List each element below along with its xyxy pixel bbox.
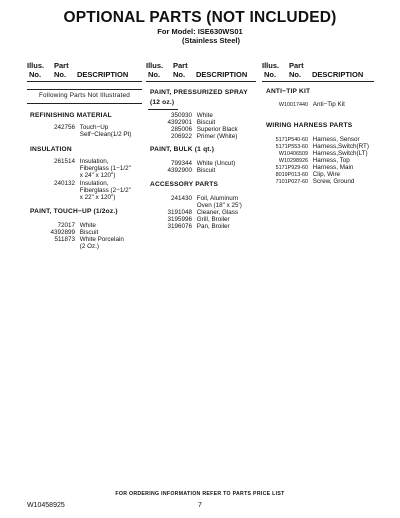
section-paint-spray-title xyxy=(150,88,248,108)
header-illus-no: No. xyxy=(264,69,277,79)
part-description: Biscuit xyxy=(79,229,99,236)
header-illus: Illus. xyxy=(146,61,164,70)
section-title-line: (12 oz.) xyxy=(150,99,175,106)
header-rule-1 xyxy=(27,81,142,82)
part-number: 240132 xyxy=(53,180,75,187)
part-number: 3195996 xyxy=(167,216,192,223)
column-2-header xyxy=(146,62,256,80)
not-illustrated-note: Following Parts Not Illustrated xyxy=(38,92,131,99)
description-line: White Porcelain xyxy=(79,236,124,243)
page-title: OPTIONAL PARTS (NOT INCLUDED) xyxy=(63,9,337,26)
description-line: Oven (18" x 25') xyxy=(196,202,242,210)
part-number: 350930 xyxy=(170,112,192,119)
list-item xyxy=(150,167,215,174)
part-number: 206922 xyxy=(170,133,192,140)
finish-line: (Stainless Steel) xyxy=(182,36,240,45)
column-1-header xyxy=(27,62,141,80)
part-number: W10406509 xyxy=(278,151,308,157)
section-accessory-title: ACCESSORY PARTS xyxy=(150,181,219,188)
part-number: 4392900 xyxy=(167,167,192,174)
list-item xyxy=(30,180,131,202)
part-number: 3191048 xyxy=(167,209,192,216)
part-description: Harness,Switch(RT) xyxy=(312,143,369,150)
header-part-no: No. xyxy=(289,69,302,79)
header-description: DESCRIPTION xyxy=(312,69,364,79)
description-line: (2 Oz.) xyxy=(79,243,99,251)
list-item xyxy=(150,195,242,209)
section-underline xyxy=(148,109,178,110)
list-item xyxy=(264,101,345,109)
column-2 xyxy=(146,62,256,80)
model-line: For Model: ISE630WS01 xyxy=(157,27,243,36)
part-number: 4392899 xyxy=(50,229,75,236)
description-line: Insulation, xyxy=(79,180,109,187)
part-number: 511873 xyxy=(54,236,75,243)
description-line: Fiberglass (2−1/2" xyxy=(79,187,131,195)
header-illus: Illus. xyxy=(262,61,280,70)
part-description: White (Uncut) xyxy=(196,160,236,167)
part-description: Harness, Sensor xyxy=(312,136,360,143)
part-description: Cleaner, Glass xyxy=(196,209,239,216)
part-description: White xyxy=(196,112,213,119)
part-number: 5171P553-60 xyxy=(275,144,308,150)
part-number: 72017 xyxy=(57,222,75,229)
part-number: W10298926 xyxy=(278,158,308,164)
part-number: 4392901 xyxy=(167,119,192,126)
part-description: Primer (White) xyxy=(196,133,238,140)
column-3 xyxy=(262,62,374,80)
description-line: Touch−Up xyxy=(79,124,109,131)
section-paint-touchup-title: PAINT, TOUCH−UP (1/2oz.) xyxy=(30,208,118,215)
section-antitip-title: ANTI−TIP KIT xyxy=(266,88,311,95)
column-1 xyxy=(27,62,141,80)
section-wiring-title: WIRING HARNESS PARTS xyxy=(266,122,353,129)
header-description: DESCRIPTION xyxy=(196,69,248,79)
part-description: Biscuit xyxy=(196,119,216,126)
list-item xyxy=(30,124,131,138)
description-line: x 24" x 120") xyxy=(79,172,116,180)
section-insulation-title: INSULATION xyxy=(30,146,72,153)
description-line: Insulation, xyxy=(79,158,109,165)
part-number: 242756 xyxy=(53,124,75,131)
description-line: Foil, Aluminum xyxy=(196,195,239,202)
part-number: 285006 xyxy=(170,126,192,133)
document-number: W10458925 xyxy=(27,502,65,509)
header-illus-no: No. xyxy=(148,69,161,79)
page-number: 7 xyxy=(198,502,202,509)
model-info xyxy=(0,27,400,45)
part-description: White xyxy=(79,222,96,229)
part-description: Clip, Wire xyxy=(312,171,341,178)
header-part-no: No. xyxy=(54,69,67,79)
part-description: Harness,Switch(LT) xyxy=(312,150,368,157)
list-item xyxy=(264,178,354,186)
part-description xyxy=(80,236,124,250)
part-description: Harness, Top xyxy=(312,157,350,164)
header-illus-no: No. xyxy=(29,69,42,79)
header-part-no: No. xyxy=(173,69,186,79)
part-number: 5171P540-60 xyxy=(275,137,308,143)
part-description: Superior Black xyxy=(196,126,238,133)
part-description xyxy=(80,124,132,138)
section-title-line: PAINT, PRESSURIZED SPRAY xyxy=(150,89,248,96)
header-rule-2 xyxy=(146,81,256,82)
part-description xyxy=(80,158,131,180)
note-rule-bottom xyxy=(27,103,142,104)
section-paint-bulk-title: PAINT, BULK (1 qt.) xyxy=(150,146,215,153)
part-description: Grill, Broiler xyxy=(196,216,230,223)
part-description: Screw, Ground xyxy=(312,178,355,185)
part-number: 261514 xyxy=(53,158,75,165)
header-rule-3 xyxy=(262,81,374,82)
part-description: Biscuit xyxy=(196,167,216,174)
part-number: 799344 xyxy=(170,160,192,167)
list-item xyxy=(30,158,131,180)
description-line: Fiberglass (1−1/2" xyxy=(79,165,131,173)
description-line: x 22" x 120") xyxy=(79,194,116,202)
header-part: Part xyxy=(173,61,188,70)
part-number: 7101P027-60 xyxy=(275,179,308,185)
part-number: 241430 xyxy=(170,195,192,202)
list-item xyxy=(30,236,124,250)
part-number: 5171P929-60 xyxy=(275,165,308,171)
list-item xyxy=(150,133,237,140)
part-description: Pan, Broiler xyxy=(196,223,230,230)
part-description: Harness, Main xyxy=(312,164,354,171)
part-number: 8019P013-60 xyxy=(275,172,308,178)
header-description: DESCRIPTION xyxy=(77,69,129,79)
ordering-info: FOR ORDERING INFORMATION REFER TO PARTS PRICE LIST xyxy=(115,491,285,497)
note-rule-top xyxy=(27,89,142,90)
part-number: W10017440 xyxy=(278,102,308,108)
list-item xyxy=(150,223,230,230)
header-part: Part xyxy=(289,61,304,70)
header-illus: Illus. xyxy=(27,61,45,70)
column-3-header xyxy=(262,62,374,80)
section-refinishing-title: REFINISHING MATERIAL xyxy=(30,112,112,119)
part-description xyxy=(80,180,131,202)
part-description: Anti−Tip Kit xyxy=(312,101,345,108)
header-part: Part xyxy=(54,61,69,70)
part-description xyxy=(197,195,242,209)
part-number: 3196076 xyxy=(167,223,192,230)
description-line: Self−Clean(1/2 Pt) xyxy=(79,131,132,139)
